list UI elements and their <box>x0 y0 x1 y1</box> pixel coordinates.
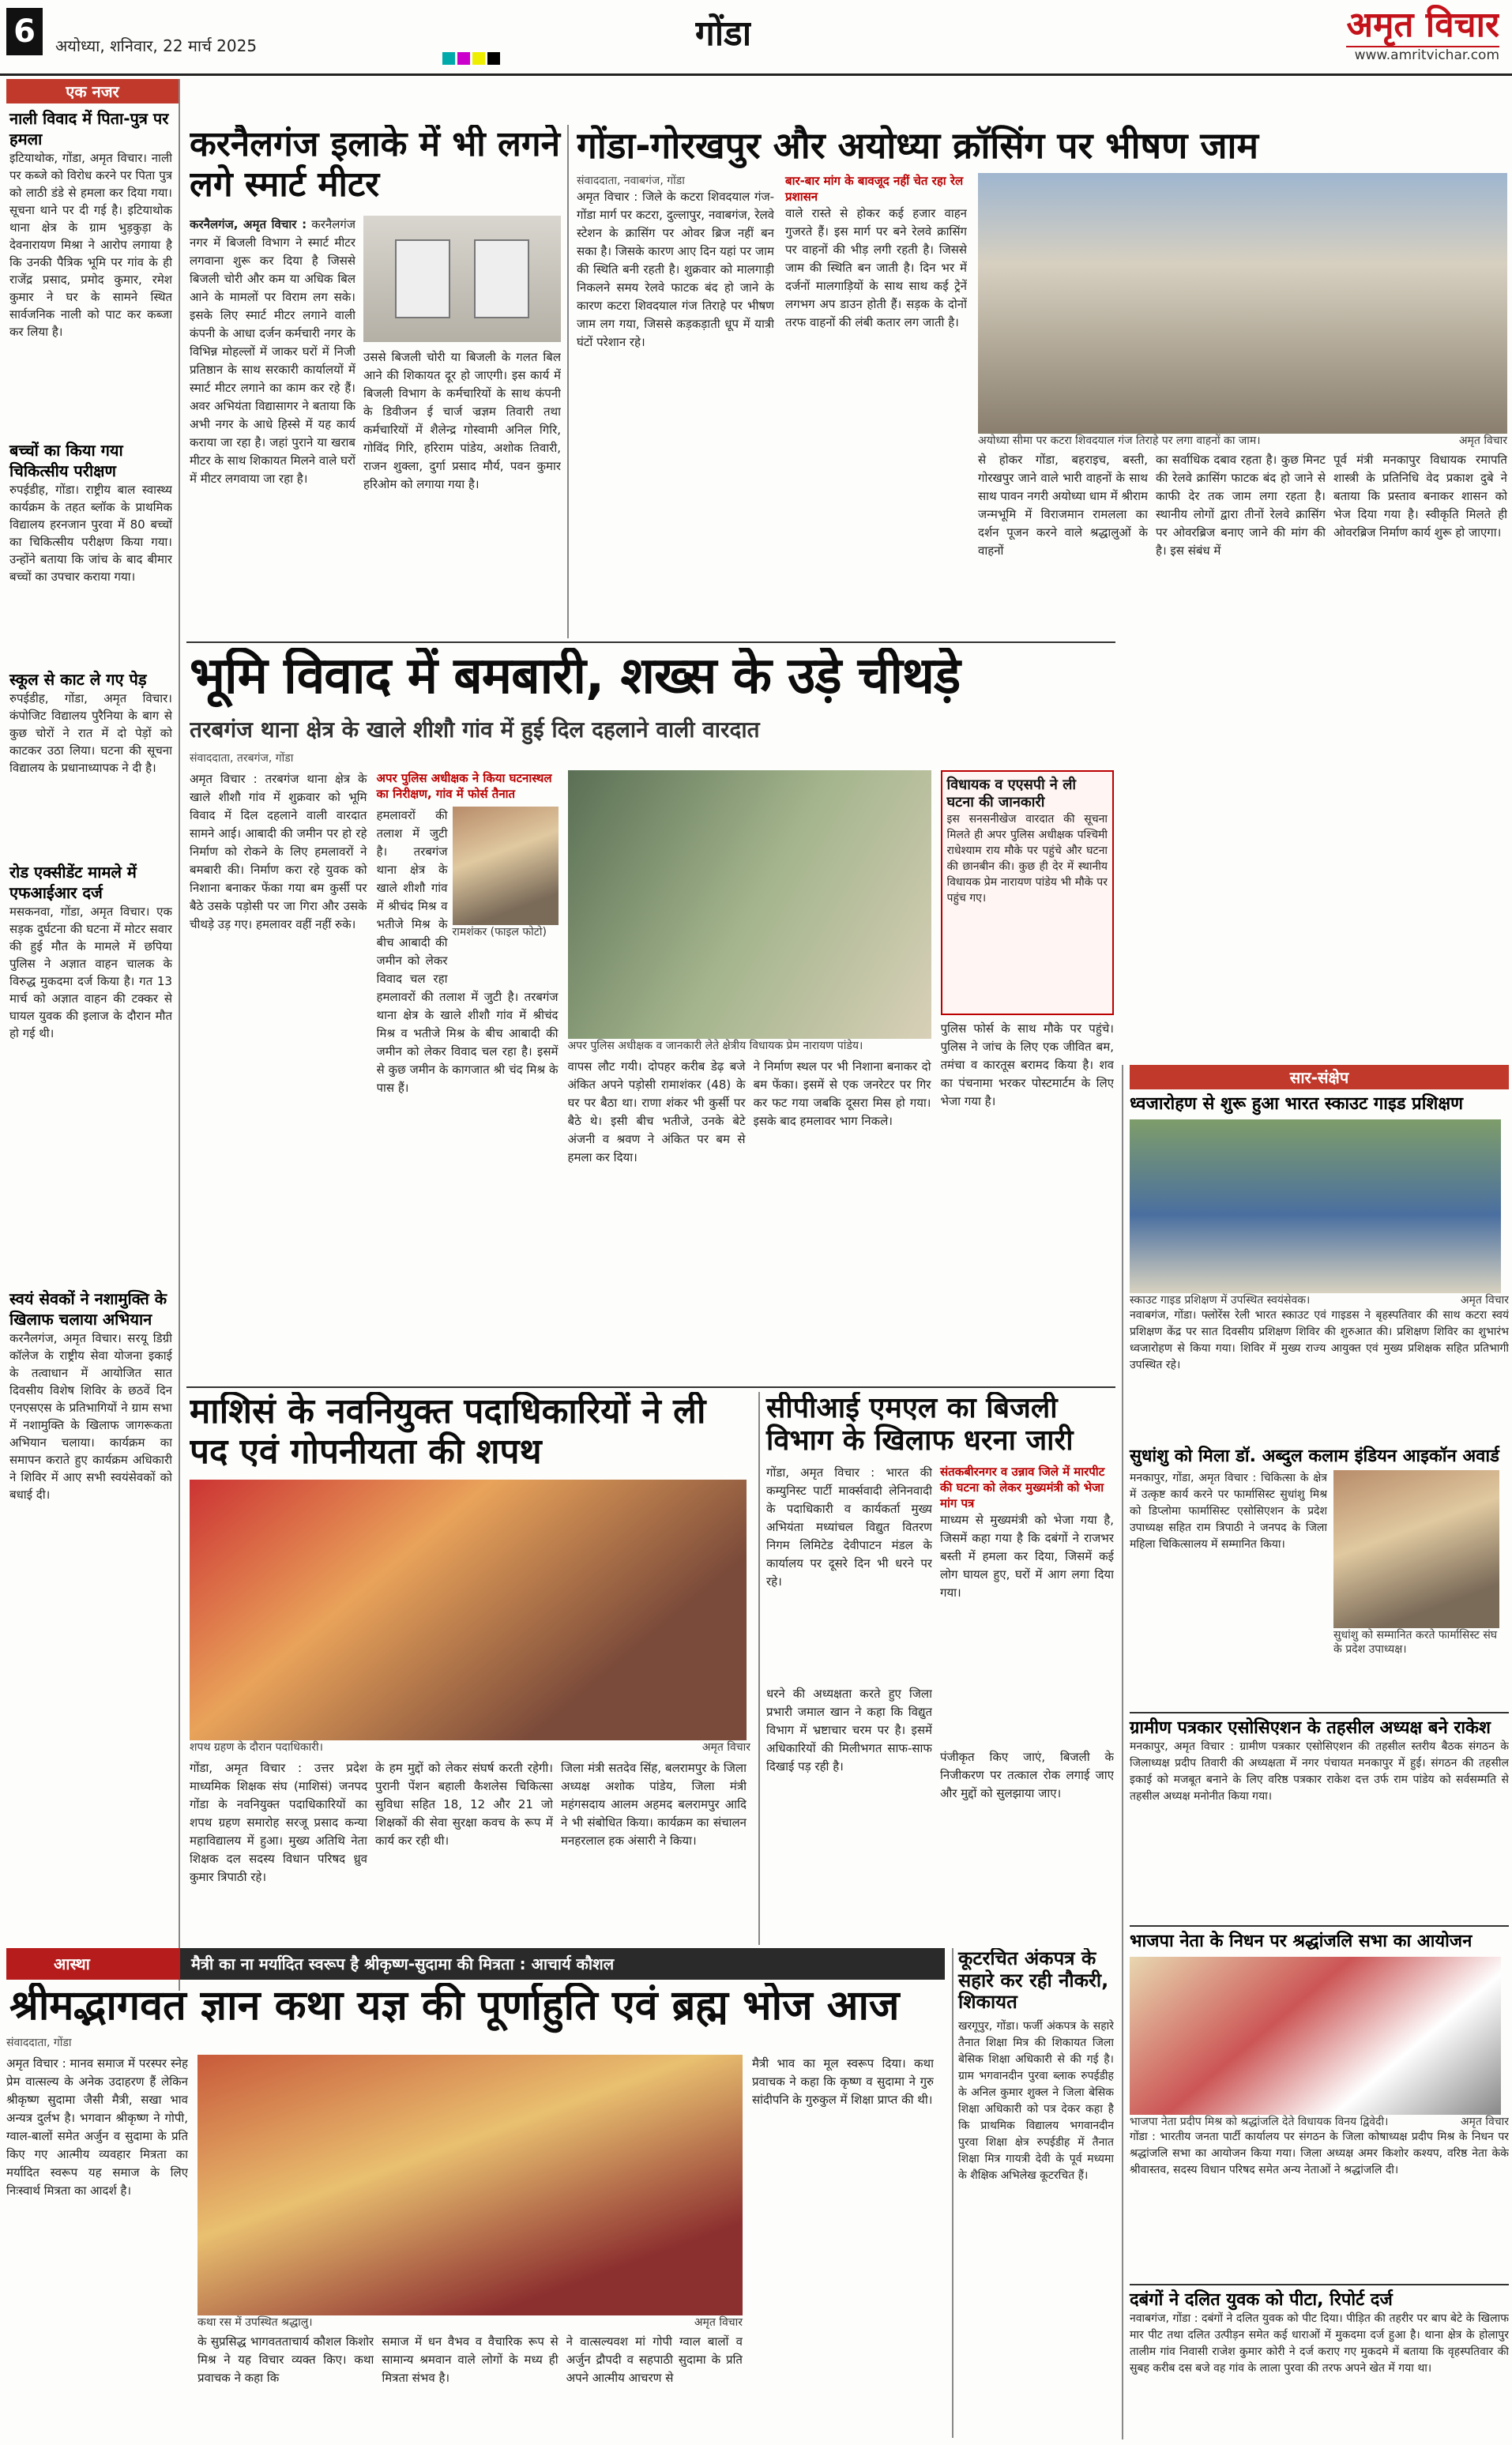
headline: कूटरचित अंकपत्र के सहारे कर रही नौकरी, शिकायत <box>958 1948 1109 2014</box>
article-text: पुलिस फोर्स के साथ मौके पर पहुंचे। पुलिस ने जांच के लिए एक जीवित बम, तमंचा व कारतूस बरामद किया है। शव का पंचनामा भरकर पोस्टमार्टम के लिए भेजा गया है। <box>940 1021 1114 1108</box>
photo-caption: शपथ ग्रहण के दौरान पदाधिकारी। <box>190 1741 323 1755</box>
brief-headline: रोड एक्सीडेंट मामले में एफआईआर दर्ज <box>9 863 137 902</box>
article-text: माध्यम से मुख्यमंत्री को भेजा गया है, जिसमें कहा गया है कि दबंगों ने राजभर बस्ती में हमला कर दिया, जिसमें कई लोग घायल हुए, घरों में आग लगा दिया गया। <box>940 1512 1114 1600</box>
divider <box>186 1386 1115 1388</box>
headline: भूमि विवाद में बमबारी, शख्स के उड़े चीथड़े <box>190 648 961 705</box>
subhead: बार-बार मांग के बावजूद नहीं चेत रहा रेल प्रशासन <box>785 173 964 204</box>
photo-credit: अमृत विचार <box>1460 2116 1509 2128</box>
headline: गोंडा-गोरखपुर और अयोध्या क्रॉसिंग पर भीषण जाम <box>577 125 1258 167</box>
headline: करनैलगंज इलाके में भी लगने लगे स्मार्ट मीटर <box>190 125 561 205</box>
article-text: के हम मुद्दों को लेकर संघर्ष करती रहेगी। पुरानी पेंशन बहाली कैशलेस चिकित्सा सुविधा सहित 18, 12 और 21 जो शिक्षकों की सेवा सुरक्षा कवच के रूप में कार्य कर रही थी। <box>375 1761 553 1849</box>
photo-caption: रामशंकर (फाइल फोटो) <box>452 925 547 939</box>
photo-credit: अमृत विचार <box>1458 434 1507 447</box>
brief-body: मसकनवा, गोंडा, अमृत विचार। एक सड़क दुर्घटना की घटना में मोटर सवार की हुई मौत के मामले में छपिया पुलिस ने अज्ञात वाहन चालक के विरुद्ध मुकदमा दर्ज किया है। गत 13 मार्च को अज्ञात वाहन की टक्कर से घायल युवक की इलाज के दौरान मौत हो गई थी। <box>9 905 172 1040</box>
traffic-jam-photo <box>978 173 1507 434</box>
brand-url[interactable]: www.amritvichar.com <box>1346 46 1499 63</box>
story-teachers-oath <box>190 1392 750 1945</box>
smart-meter-photo <box>363 216 561 342</box>
article-text: अमृत विचार : जिले के कटरा शिवदयाल गंज-गोंडा मार्ग पर कटरा, दुल्लापुर, नवाबगंज, रेलवे स्टेशन के क्रासिंग पर ओवर ब्रिज नहीं बन सका है। जिसके कारण आए दिन यहां पर जाम की स्थिति बनी रहती है। शुक्रवार को मालगाड़ी निकलने समय रेलवे फाटक बंद हो जाने के कारण कटरा शिवदयाल गंज तिराहे पर भीषण जाम लग गया, जिससे कड़कड़ाती धूप में यात्री घंटों परेशान रहे। <box>577 189 774 349</box>
story-land-dispute <box>190 648 1114 1382</box>
brief-body: करनैलगंज, अमृत विचार। सरयू डिग्री कॉलेज के राष्ट्रीय सेवा योजना इकाई के तत्वाधान में आयोजित सात दिवसीय विशेष शिविर के छठवें दिन एनएसएस के प्रतिभागियों ने ग्राम सभा में नशामुक्ति के खिलाफ जागरूकता अभियान चलाया। कार्यक्रम का समापन कराते हुए कार्यक्रम अधिकारी ने शिविर में आए सभी स्वयंसेवकों को बधाई दी। <box>9 1331 172 1502</box>
article-body <box>190 216 355 587</box>
byline: संवाददाता, नवाबगंज, गोंडा <box>577 174 685 187</box>
brief-body: रुपईडीह, गोंडा। राष्ट्रीय बाल स्वास्थ्य कार्यक्रम के तहत ब्लॉक के प्राथमिक विद्यालय हरनजान पुरवा में 80 बच्चों का चिकित्सीय परीक्षण किया गया। उन्होंने बताया कि जांच के बाद बीमार बच्चों का उपचार कराया गया। <box>9 483 172 584</box>
dateline: अयोध्या, शनिवार, 22 मार्च 2025 <box>55 36 258 55</box>
article-text: धरने की अध्यक्षता करते हुए जिला प्रभारी जमाल खान ने कहा कि विद्युत विभाग में भ्रष्टाचार चरम पर है। इसमें अधिकारियों की मिलीभगत साफ-साफ दिखाई पड़ रही है। <box>766 1686 932 1774</box>
brief-headline: नाली विवाद में पिता-पुत्र पर हमला <box>9 109 169 149</box>
photo-caption: कथा रस में उपस्थित श्रद्धालु। <box>197 2315 313 2329</box>
brief-headline: स्वयं सेवकों ने नशामुक्ति के खिलाफ चलाया अभियान <box>9 1289 167 1329</box>
section-aastha: आस्था <box>6 1948 180 1980</box>
article-text: गोंडा, अमृत विचार : उत्तर प्रदेश माध्यमिक शिक्षक संघ (माशिसं) जनपद गोंडा के नवनियुक्त पदाधिकारियों का शपथ ग्रहण समारोह सरजू प्रसाद कन्या महाविद्यालय में हुआ। मुख्य अतिथि नेता शिक्षक दल सदस्य विधान परिषद ध्रुव कुमार त्रिपाठी रहे। <box>190 1761 367 1885</box>
box-headline: विधायक व एएसपी ने ली घटना की जानकारी <box>946 776 1077 811</box>
strapline: मैत्री का ना मर्यादित स्वरूप है श्रीकृष्ण-सुदामा की मित्रता : आचार्य कौशल <box>180 1948 945 1980</box>
award-photo <box>1333 1470 1499 1628</box>
page-number: 6 <box>6 8 43 55</box>
article-text: मैत्री भाव का मूल स्वरूप दिया। कथा प्रवाचक ने कहा कि कृष्ण व सुदामा ने गुरु सांदीपनि के गुरुकुल में शिक्षा प्राप्त की थी। <box>752 2056 934 2107</box>
brand-logo <box>1346 5 1499 63</box>
article-text: वापस लौट गयी। दोपहर करीब डेढ़ बजे अंकित अपने पड़ोसी रामाशंकर (48) के घर पर बैठा था। राणा शंकर भी कुर्सी पर बैठे थे। इसी बीच भतीजे, उनके बेटे अंजनी व श्रवण ने अंकित पर बम से हमला कर दिया। <box>567 1059 746 1164</box>
aastha-strap <box>6 1948 945 1980</box>
article-text: उससे बिजली चोरी या बिजली के गलत बिल आने की शिकायत दूर हो जाएगी। इस कार्य में बिजली विभाग के कर्मचारियों के साथ कंपनी के डिवीजन ई चार्ज ज्रज्ञम तिवारी तथा कर्मचारियों में शैलेन्द्र गोस्वामी अनिल गिरि, गोविंद गिरि, हरिराम पांडेय, अशोक तिवारी, राजन शुक्ला, दुर्गा प्रसाद मौर्य, पवन कुमार हरिओम को लगाया गया है। <box>363 350 561 492</box>
subhead: संतकबीरनगर व उन्नाव जिले में मारपीट की घटना को लेकर मुख्यमंत्री को भेजा मांग पत्र <box>940 1464 1105 1510</box>
article-text: अमृत विचार : मानव समाज में परस्पर स्नेह प्रेम वात्सल्य के अनेक उदाहरण हैं लेकिन श्रीकृष्ण सुदामा जैसी मैत्री, सखा भाव अन्यत्र दुर्लभ है। भगवान श्रीकृष्ण ने गोपी, ग्वाल-बालों समेत अर्जुन व सुदामा के प्रति किए गए आत्मीय व्यवहार मित्रता का मर्यादित स्वरूप यह समाज के लिए निःस्वार्थ मित्रता का आदर्श है। <box>6 2056 188 2198</box>
subheadline: तरबगंज थाना क्षेत्र के खाले शीशौ गांव में हुई दिल दहलाने वाली वारदात <box>190 716 760 743</box>
info-box: अपर पुलिस अधीक्षक ने किया घटनास्थल का निरीक्षण, गांव में फोर्स तैनात <box>376 770 552 801</box>
victim-photo <box>453 807 559 925</box>
brief-body: मनकापुर, अमृत विचार : ग्रामीण पत्रकार एसोसिएशन की तहसील स्तरीय बैठक संगठन के जिलाध्यक्ष प्रदीप तिवारी की अध्यक्षता में नगर पंचायत मनकापुर में हुई। संगठन की तहसील इकाई को मजबूत बनाने के लिए वरिष्ठ पत्रकार राकेश दत्त उर्फ राम पांडेय को सर्वसम्मति से तहसील अध्यक्ष मनोनीत किया गया। <box>1130 1740 1509 1803</box>
article-text: से होकर गोंडा, बहराइच, बस्ती, गोरखपुर‌ जाने वाले भारी वाहनों के साथ साथ पावन नगरी अयोध्या धाम में श्रीराम जन्मभूमि में विराजमान रामलला का दर्शन पूजन करने वाले श्रद्धालुओं के वाहनों <box>978 452 1148 558</box>
headline: माशिसं के नवनियुक्त पदाधिकारियों ने ली पद एवं गोपनीयता की शपथ <box>190 1392 706 1472</box>
byline: संवाददाता, गोंडा <box>6 2036 72 2049</box>
city-name: गोंडा <box>695 13 752 54</box>
brief-body: नवाबगंज, गोंडा। फ्लोरेंस रेली भारत स्काउट एवं गाइडस ने बृहस्पतिवार की साथ कटरा स्वयं प्रशिक्षण केंद्र पर सात दिवसीय प्रशिक्षण शिविर की शुरुआत की। प्रशिक्षण शिविर का शुभारंभ ध्वजारोहण से किया गया। शिविर में मुख्य राज्य आयुक्त एवं मुख्य प्रशिक्षक सहित प्रतिभागी उपस्थित रहे। <box>1130 1309 1509 1371</box>
photo-credit: अमृत विचार <box>701 1741 750 1755</box>
article-text: समाज में धन वैभव व वैचारिक रूप से सामान्य श्रमवान वाले लोगों के मध्य ही मित्रता संभव है। <box>382 2334 559 2385</box>
article-text: के सुप्रसिद्ध भागवतताचार्य कौशल किशोर मिश्र ने यह विचार व्यक्त किए। कथा प्रवाचक ने कहा कि <box>197 2334 374 2385</box>
article-text: करनैलगंज नगर में बिजली विभाग ने स्मार्ट मीटर लगवाना शुरू कर दिया है जिससे बिजली चोरी और कम या अधिक बिल आने के मामलों पर विराम लग सके। इसके लिए स्मार्ट मीटर लगाने वाली कंपनी के आधा दर्जन कर्मचारी नगर के विभिन्न मोहल्लों में जाकर घरों में निजी प्रतिष्ठान के साथ सरकारी कार्यालयों में स्मार्ट मीटर लगाने का काम कर रहे हैं। अवर अभियंता विद्यासागर ने बताया कि अभी नगर के आधे हिस्से में यह कार्य कराया जा रहा है। जहां पुराने या खराब मीटर के साथ शिकायत मिलने वाले घरों में मीटर लगवाया जा रहा है। <box>190 217 355 487</box>
scout-photo <box>1130 1119 1501 1293</box>
article-text: जिला मंत्री सतदेव सिंह, बलरामपुर के जिला अध्यक्ष अशोक पांडेय, जिला मंत्री महंगसदाय आलम अहमद बलरामपुर आदि ने भी संबोधित किया। कार्यक्रम का संचालन मनहरलाल हक अंसारी ने किया। <box>561 1761 747 1849</box>
brief-headline: सुधांशु को मिला डॉ. अब्दुल कलाम इंडियन आइकॉन अवार्ड <box>1130 1446 1499 1466</box>
brief-headline: स्कूल से काट ले गए पेड़ <box>9 670 147 689</box>
article-text: गोंडा, अमृत विचार : भारत की कम्युनिस्ट पार्टी मार्क्सवादी लेनिनवादी के पदाधिकारी व कार्यकर्ता मुख्य अभियंता मध्यांचल विद्युत वितरण निगम लिमिटेड देवीपाटन मंडल के कार्यालय पर दूसरे दिन भी धरने पर रहे। <box>766 1465 932 1589</box>
story-smart-meter <box>190 125 569 638</box>
article-text: ने निर्माण स्थल पर भी निशाना बनाकर दो बम फेंका। इसमें से एक जनरेटर पर गिर कर फट गया जबकि दूसरा मिस हो गया। इसके बाद हमलावर भाग निकले। <box>753 1059 931 1128</box>
byline: करनैलगंज, अमृत विचार : <box>190 217 307 232</box>
registration-marks <box>442 52 502 68</box>
divider <box>186 641 1115 643</box>
brief-body: इटियाथोक, गोंडा, अमृत विचार। नाली पर कब्जे को विरोध करने पर पिता पुत्र को लाठी डंडे से हमला कर दिया गया। सूचना थाने पर दी गई है। इटियाथोक थाना क्षेत्र के ग्राम भुड़कुड़ा के देवनारायण मिश्रा ने आरोप लगाया है कि उनकी पैत्रिक भूमि पर गांव के ही राजेंद्र प्रसाद, प्रमोद कुमार, रमेश कुमार ने घर के सामने स्थित सार्वजनिक नाली को पाट कर कब्जा कर लिया है। <box>9 151 172 339</box>
brief-body: नवाबगंज, गोंडा : दबंगों ने दलित युवक को पीट दिया। पीड़ित की तहरीर पर बाप बेटे के खिलाफ मार पीट तथा दलित उत्पीड़न समेत कई धाराओं में मुकदमा दर्ज हुआ है। थाना क्षेत्र के होलापुर तालीम गांव निवासी राजेश कुमार कोरी ने दर्ज कराए गए मुकदमे में बताया कि वृहस्पतिवार की सुबह करीब दस बजे वह गांव के लाला पुरवा की तरफ अपने खेत में गया था। <box>1130 2312 1509 2375</box>
brief-body: रुपईडीह, गोंडा, अमृत विचार। कंपोजिट विद्यालय पुरैनिया के बाग से कुछ चोरों ने रात में दो पेड़ों को काटकर उठा लिया। घटना की सूचना विद्यालय के प्रधानाध्यापक ने दी है। <box>9 691 172 775</box>
photo-credit: अमृत विचार <box>694 2315 743 2329</box>
right-column <box>1122 1065 1509 2439</box>
article-text: अमृत विचार : तरबगंज थाना क्षेत्र के खाले शीशौ गांव में शुक्रवार को भूमि विवाद में दिल दहलाने वाली वारदात सामने आई। आबादी की जमीन पर हो रहे निर्माण को रोकने के लिए हमलावरों ने बमबारी की। निर्माण करा रहे युवक को निशाना बनाकर फेंका गया बम कुर्सी पर बैठे उसके पड़ोसी पर जा गिरा और उसके चीथड़े उड़ गए। हमलावर वहीं नहीं रुके। <box>190 771 367 931</box>
story-fake-marksheet <box>952 1948 1114 2438</box>
article-text: हमलावरों की तलाश में जुटी है। तरबगंज थाना क्षेत्र के खाले शीशौ गांव में श्रीचंद मिश्र व भतीजे मिश्र के बीच आबादी की जमीन को लेकर विवाद चल रहा <box>376 807 448 986</box>
story-train-jam <box>577 125 1509 638</box>
article-text: वाले रास्ते से होकर कई हजार वाहन गुजरते हैं। इस मार्ग पर बने रेलवे क्रासिंग पर वाहनों की भीड़ लगी रहती है। जिससे जाम की स्थिति बन जाती है। दिन भर में दर्जनों मालगाड़ियों के साथ साथ कई ट्रेनें लगभग अप डाउन होती हैं। सड़क के दोनों तरफ वाहनों की लंबी कतार लग जाती है। <box>785 205 967 329</box>
photo-caption: सुधांशु को सम्मानित करते फार्मासिस्ट संघ के प्रदेश उपाध्यक्ष। <box>1333 1629 1498 1656</box>
article-text: का सर्वाधिक दबाव रहता है। कुछ मिनट की रेलवे क्रासिंग फाटक बंद हो जाने से काफी देर तक जाम लगा रहता है। स्थानीय लोगों द्वारा तीनों रेलवे क्रासिंग पर ओवरब्रिज बनाए जाने की मांग की है। इस संबंध में <box>1156 452 1326 558</box>
article-text: पंजीकृत किए जाएं, बिजली के निजीकरण पर तत्काल रोक लगाई जाए और मुद्दों को सुलझाया जाए। <box>940 1749 1114 1800</box>
box-body: इस सनसनीखेज वारदात की सूचना मिलते ही अपर पुलिस अधीक्षक पश्चिमी राधेश्याम राय मौके पर पहुंचे और घटना की छानबीन की। कुछ ही देर में स्थानीय विधायक प्रेम नारायण पांडेय भी मौके पर पहुंच गए। <box>946 812 1108 905</box>
story-bhagwat-katha <box>6 1983 946 2441</box>
police-inspection-photo <box>568 770 931 1039</box>
tribute-photo <box>1130 1957 1501 2115</box>
article-text: ने वात्सल्यवश मां गोपी ग्वाल बालों व अर्जुन द्रौपदी व सहपाठी सुदामा के प्रति अपने आत्मीय आचरण से <box>566 2334 743 2385</box>
oath-ceremony-photo <box>190 1480 747 1740</box>
photo-caption: अपर पुलिस अधीक्षक व जानकारी लेते क्षेत्रीय विधायक प्रेम नारायण पांडेय। <box>567 1039 863 1052</box>
photo-credit: अमृत विचार <box>1460 1294 1509 1307</box>
brief-headline: ध्वजारोहण से शुरू हुआ भारत स्काउट गाइड प्रशिक्षण <box>1130 1094 1464 1114</box>
brief-headline: दबंगों ने दलित युवक को पीटा, रिपोर्ट दर्ज <box>1130 2290 1393 2310</box>
photo-caption: अयोध्या सीमा पर कटरा शिवदयाल गंज तिराहे पर लगा वाहनों का जाम। <box>978 434 1261 447</box>
article-text: खरगूपुर, गोंडा। फर्जी अंकपत्र के सहारे तैनात शिक्षा मित्र की शिकायत जिला बेसिक शिक्षा अधिकारी से की गई है। ग्राम भगवानदीन पुरवा ब्लाक रुपईडीह के अनिल कुमार शुक्ल ने जिला बेसिक शिक्षा अधिकारी को पत्र देकर कहा है कि प्राथमिक विद्यालय भगवानदीन पुरवा शिक्षा क्षेत्र रुपईडीह में तैनात शिक्षा मित्र गायत्री देवी के पूर्व मध्यमा के शैक्षिक अभिलेख कूटरचित हैं। <box>958 2019 1114 2182</box>
brief-body: गोंडा : भारतीय जनता पार्टी कार्यालय पर संगठन के जिला कोषाध्यक्ष प्रदीप मिश्र के निधन पर श्रद्धांजलि सभा का आयोजन किया गया। जिला अध्यक्ष अमर किशोर कश्यप, वरिष्ठ नेता केके श्रीवास्तव, सदस्य विधान परिषद समेत अन्य नेताओं ने श्रद्धांजलि दी। <box>1130 2131 1509 2176</box>
brief-headline: भाजपा नेता के निधन पर श्रद्धांजलि सभा का आयोजन <box>1130 1932 1473 1951</box>
devotees-photo <box>197 2055 743 2315</box>
brief-headline: बच्चों का किया गया चिकित्सीय परीक्षण <box>9 441 123 480</box>
headline: श्रीमद्भागवत ज्ञान कथा यज्ञ की पूर्णाहुति एवं ब्रह्म भोज आज <box>9 1983 900 2029</box>
story-cpi-protest <box>758 1392 1114 1945</box>
brief-headline: ग्रामीण पत्रकार एसोसिएशन के तहसील अध्यक्ष बने राकेश <box>1130 1718 1491 1738</box>
article-text: हमलावरों की तलाश में जुटी है। तरबगंज थाना क्षेत्र के खाले शीशौ गांव में श्रीचंद मिश्र व भतीजे मिश्र के बीच आबादी की जमीन को लेकर विवाद चल रहा है। इसमें से कुछ जमीन के कागजात श्री चंद मिश्र के पास हैं। <box>376 989 559 1095</box>
photo-caption: स्काउट गाइड प्रशिक्षण में उपस्थित स्वयंसेवक। <box>1130 1294 1311 1307</box>
section-saar-sankshep: सार-संक्षेप <box>1130 1065 1509 1089</box>
left-column <box>6 79 180 1991</box>
byline: संवाददाता, तरबगंज, गोंडा <box>190 751 294 765</box>
photo-caption: भाजपा नेता प्रदीप मिश्र को श्रद्धांजलि देते विधायक विनय द्विवेदी। <box>1130 2116 1389 2128</box>
brand-name: अमृत विचार <box>1346 5 1499 45</box>
brief-body: मनकापुर, गोंडा, अमृत विचार : चिकित्सा के क्षेत्र में उत्कृष्ट कार्य करने पर फार्मासिस्ट सुधांशु मिश्र को डिप्लोमा फार्मासिस्ट एसोसिएशन के प्रदेश उपाध्यक्ष सहित राम त्रिपाठी ने जनपद के जिला महिला चिकित्सालय में सम्मानित किया। <box>1130 1472 1327 1551</box>
section-ek-nazar: एक नजर <box>6 79 179 103</box>
article-text: पूर्व मंत्री मनकापुर विधायक रमापति शास्त्री के प्रतिनिधि वेद प्रकाश दुबे ने बताया कि प्रस्ताव बनाकर शासन को भेज दिया गया है। स्वीकृति मिलते ही ओवरब्रिज निर्माण कार्य शुरू हो जाएगा। <box>1333 452 1507 540</box>
headline: सीपीआई एमएल का बिजली विभाग के खिलाफ धरना जारी <box>766 1392 1074 1458</box>
